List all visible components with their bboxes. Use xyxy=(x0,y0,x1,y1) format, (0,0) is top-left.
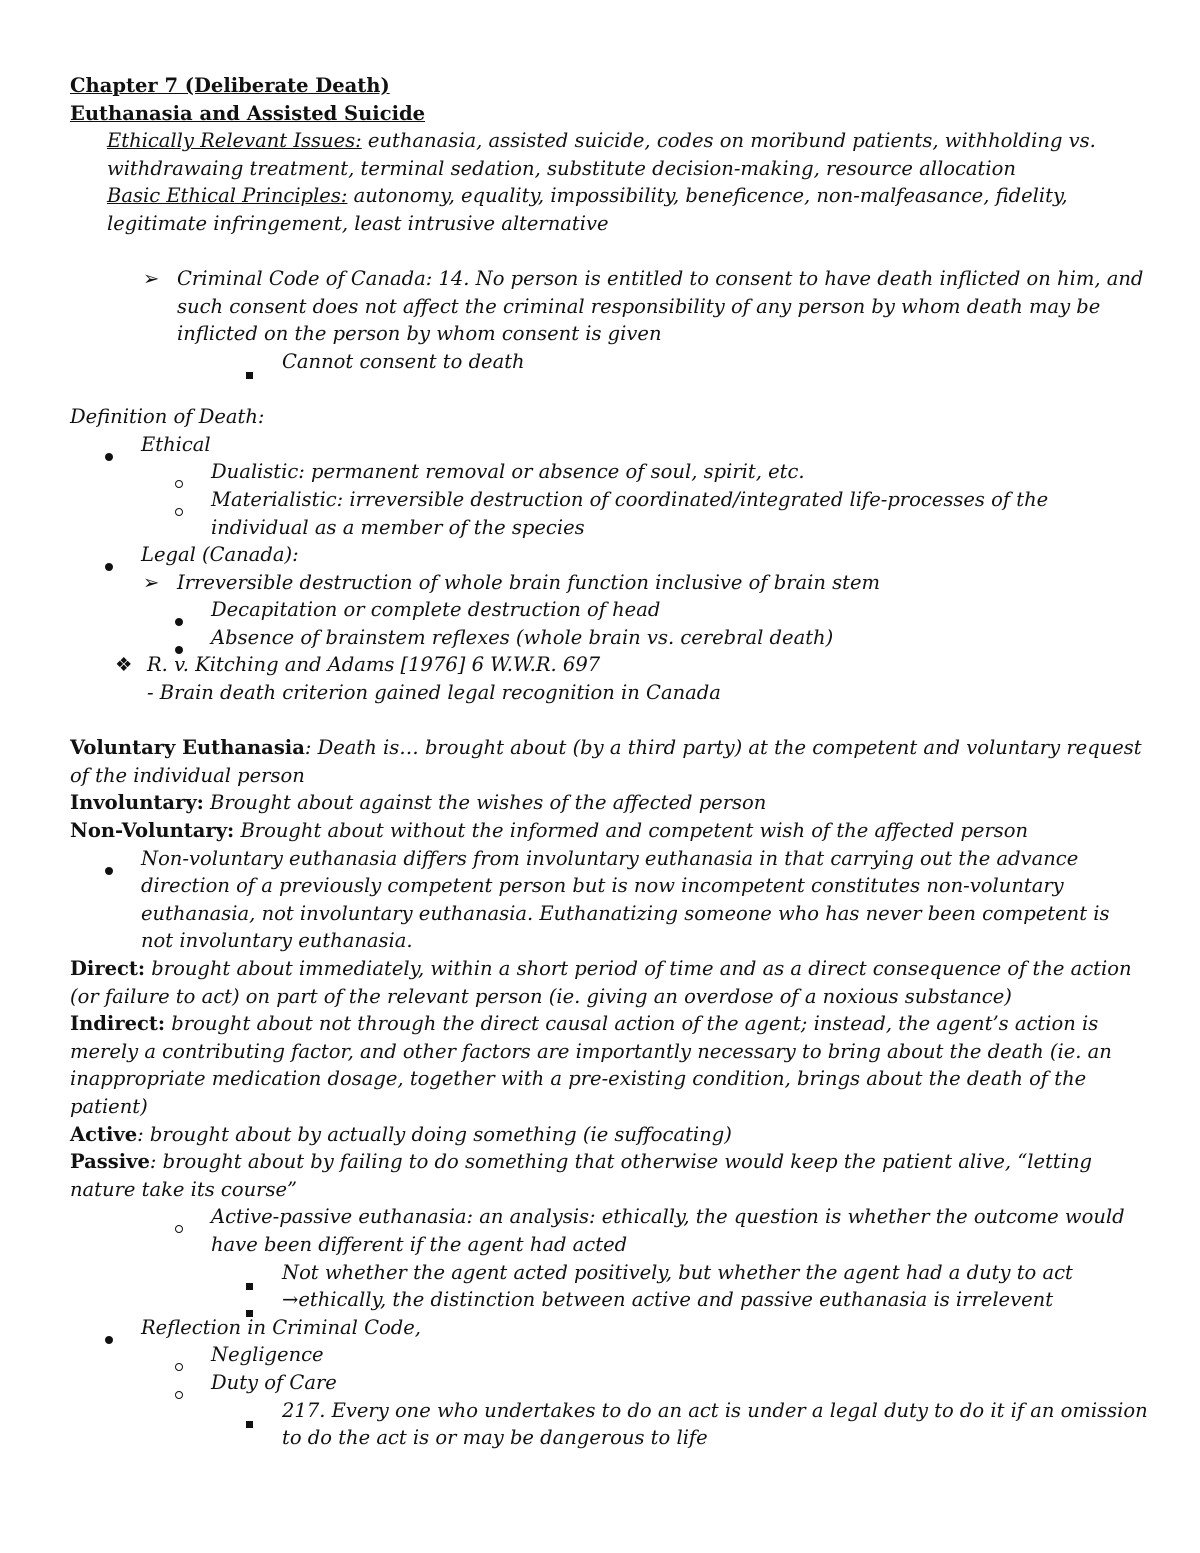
list-item-negligence: Negligence xyxy=(211,1341,1200,1369)
indirect-line-4: patient) xyxy=(70,1094,148,1118)
arrow-bullet-icon: ➢ xyxy=(143,570,160,594)
circle-bullet-icon xyxy=(175,1379,183,1407)
arrow-bullet-icon: ➢ xyxy=(143,267,160,291)
case-note: - Brain death criterion gained legal recognition in Canada xyxy=(147,681,721,705)
section-217-continued: to do the act is or may be dangerous to life xyxy=(282,1426,708,1450)
indirect-line-2: merely a contributing factor, and other factors are importantly necessary to bring about the death (ie. an xyxy=(70,1039,1112,1063)
definition-of-death-title: Definition of Death: xyxy=(70,405,265,429)
passive-term: Passive xyxy=(70,1150,150,1174)
criminal-code-sub: Cannot consent to death xyxy=(282,348,1200,376)
active-line: Active: brought about by actually doing something (ie suffocating) xyxy=(70,1122,732,1146)
list-item-brainstem: Absence of brainstem reflexes (whole brain vs. cerebral death) xyxy=(211,624,1200,652)
criminal-code-line-2: such consent does not affect the criminal responsibility of any person by whom death may be xyxy=(177,294,1101,318)
circle-bullet-icon xyxy=(175,496,183,524)
voluntary-euthanasia-line-1: Voluntary Euthanasia: Death is… brought about (by a third party) at the competent and voluntary request xyxy=(70,736,1142,760)
list-item-duty-of-care: Duty of Care xyxy=(211,1369,1200,1397)
ethical-issues-label: Ethically Relevant Issues: xyxy=(107,129,362,153)
passive-line-1: Passive: brought about by failing to do something that otherwise would keep the patient alive, “letting xyxy=(70,1150,1093,1174)
principles-label: Basic Ethical Principles: xyxy=(107,184,348,208)
document-page xyxy=(70,72,1148,1452)
section-217: 217. Every one who undertakes to do an act is under a legal duty to do it if an omission xyxy=(282,1397,1200,1425)
direct-line-2: (or failure to act) on part of the relevant person (ie. giving an overdose of a noxious substance) xyxy=(70,984,1012,1008)
round-bullet-icon xyxy=(105,1324,113,1352)
diamond-bullet-icon: ❖ xyxy=(115,653,133,677)
list-item-legal: Legal (Canada): xyxy=(141,541,1200,569)
analysis-sub-2: →ethically, the distinction between active and passive euthanasia is irrelevent xyxy=(282,1286,1200,1314)
voluntary-term: Voluntary Euthanasia xyxy=(70,736,305,760)
analysis-sub-1: Not whether the agent acted positively, but whether the agent had a duty to act xyxy=(282,1259,1200,1287)
non-voluntary-term: Non-Voluntary: xyxy=(70,819,235,843)
direct-line-1: Direct: brought about immediately, within a short period of time and as a direct consequence of the action xyxy=(70,957,1132,980)
round-bullet-icon xyxy=(105,441,113,469)
voluntary-euthanasia-line-2: of the individual person xyxy=(70,763,305,787)
list-item-irreversible: ➢ Irreversible destruction of whole brain function inclusive of brain stem xyxy=(177,569,1200,597)
list-item-materialistic: Materialistic: irreversible destruction of coordinated/integrated life-processes of the xyxy=(211,486,1200,514)
round-bullet-icon xyxy=(105,551,113,579)
involuntary-term: Involuntary: xyxy=(70,791,204,815)
case-citation: ❖ R. v. Kitching and Adams [1976] 6 W.W.R. 697 xyxy=(147,651,1200,679)
indirect-line-3: inappropriate medication dosage, together with a pre-existing condition, brings about the death of the xyxy=(70,1067,1087,1091)
round-bullet-icon xyxy=(105,855,113,883)
round-bullet-icon xyxy=(175,606,183,634)
ethical-issues-line-2: withdrawaing treatment, terminal sedation, substitute decision-making, resource allocation xyxy=(107,156,1016,180)
square-bullet-icon xyxy=(246,1270,253,1298)
direct-term: Direct: xyxy=(70,957,146,980)
non-voluntary-note-2: direction of a previously competent person but is now incompetent constitutes non-voluntary xyxy=(141,874,1064,898)
circle-bullet-icon xyxy=(175,468,183,496)
indirect-line-1: Indirect: brought about not through the direct causal action of the agent; instead, the agent’s action is xyxy=(70,1012,1099,1036)
involuntary-line: Involuntary: Brought about against the wishes of the affected person xyxy=(70,791,767,815)
indirect-term: Indirect: xyxy=(70,1012,166,1036)
list-item-reflection: Reflection in Criminal Code, xyxy=(141,1314,1200,1342)
list-item-dualistic: Dualistic: permanent removal or absence of soul, spirit, etc. xyxy=(211,458,1200,486)
ethical-issues-line-1: Ethically Relevant Issues: euthanasia, assisted suicide, codes on moribund patients, withholding vs. xyxy=(107,129,1096,153)
circle-bullet-icon xyxy=(175,1213,183,1241)
active-passive-analysis: Active-passive euthanasia: an analysis: ethically, the question is whether the outcome would xyxy=(211,1203,1200,1231)
criminal-code-line-1: ➢ Criminal Code of Canada: 14. No person is entitled to consent to have death inflicted on him, and xyxy=(177,265,1200,293)
non-voluntary-note-1: Non-voluntary euthanasia differs from involuntary euthanasia in that carrying out the advance xyxy=(141,845,1200,873)
non-voluntary-note-3: euthanasia, not involuntary euthanasia. Euthanatizing someone who has never been competent is xyxy=(141,901,1110,925)
square-bullet-icon xyxy=(246,359,253,387)
materialistic-continued: individual as a member of the species xyxy=(211,515,585,539)
principles-line-1: Basic Ethical Principles: autonomy, equality, impossibility, beneficence, non-malfeasance, fidelity, xyxy=(107,184,1068,208)
section-title: Euthanasia and Assisted Suicide xyxy=(70,101,426,125)
principles-line-2: legitimate infringement, least intrusive alternative xyxy=(107,211,609,235)
chapter-title: Chapter 7 (Deliberate Death) xyxy=(70,74,390,97)
criminal-code-line-3: inflicted on the person by whom consent is given xyxy=(177,322,662,346)
list-item-ethical: Ethical xyxy=(141,431,1200,459)
active-term: Active xyxy=(70,1122,138,1146)
list-item-decapitation: Decapitation or complete destruction of head xyxy=(211,596,1200,624)
circle-bullet-icon xyxy=(175,1351,183,1379)
right-arrow-icon: → xyxy=(282,1288,299,1312)
active-passive-analysis-continued: have been different if the agent had acted xyxy=(211,1232,628,1256)
non-voluntary-line: Non-Voluntary: Brought about without the informed and competent wish of the affected person xyxy=(70,819,1029,843)
non-voluntary-note-4: not involuntary euthanasia. xyxy=(141,929,413,953)
square-bullet-icon xyxy=(246,1408,253,1436)
passive-line-2: nature take its course” xyxy=(70,1177,297,1201)
